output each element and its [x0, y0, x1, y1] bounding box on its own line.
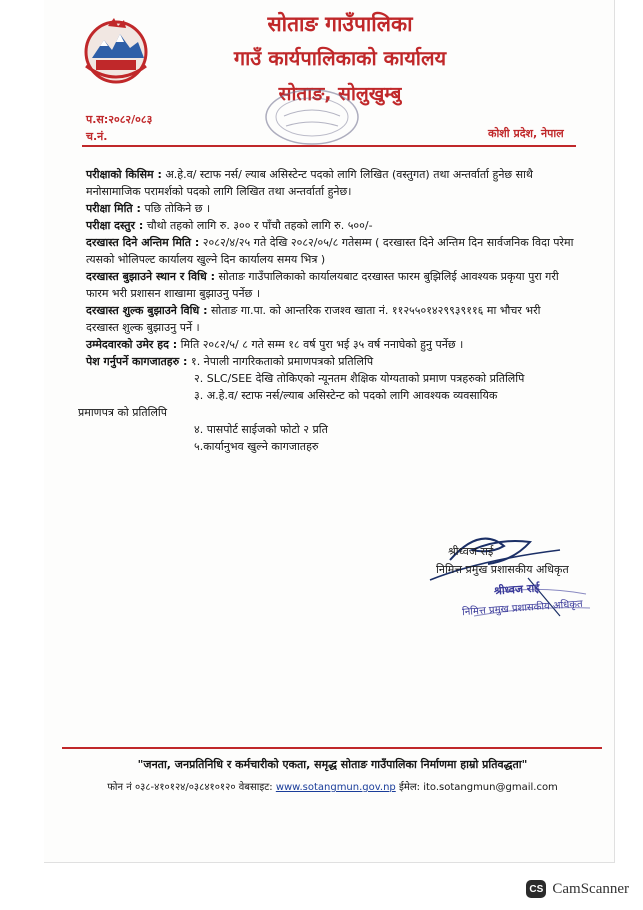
province-label: कोशी प्रदेश, नेपाल	[488, 127, 564, 140]
footer-divider	[62, 747, 602, 749]
footer-contact	[60, 779, 605, 793]
document-item: १. नेपाली नागरिकताको प्रमाणपत्रको प्रतिलिपि	[190, 355, 374, 368]
document-item: २. SLC/SEE देखि तोकिएको न्यूनतम शैक्षिक योग्यताको प्रमाण पत्रहरुको प्रतिलिपि	[194, 372, 525, 385]
camscanner-icon: CS	[526, 880, 546, 898]
exam-date-paragraph	[86, 200, 576, 217]
camscanner-watermark	[526, 880, 629, 898]
submission-paragraph	[86, 268, 576, 302]
submission-text: सोताङ गाउँपालिकाको कार्यालयबाट दरखास्त फारम बुझिलिई आवश्यक प्रकृया पुरा गरी फारम भरी प्रशासन शाखामा बुझाउनु पर्नेछ ।	[86, 270, 559, 300]
letter-reference-number: प.स:२०८२/०८३	[86, 113, 153, 126]
footer-email[interactable]: ito.sotangmun@gmail.com	[423, 782, 558, 793]
exam-fee-label: परीक्षा दस्तुर :	[86, 219, 144, 232]
exam-type-label: परीक्षाको किसिम :	[86, 168, 162, 181]
signatory-name: श्रीध्वज राई	[448, 545, 494, 558]
signatory-stamp-name: श्रीध्वज राई	[493, 581, 541, 598]
footer-website-link[interactable]: www.sotangmun.gov.np	[275, 782, 396, 793]
dispatch-number-label: च.नं.	[86, 130, 108, 143]
notice-body	[78, 166, 576, 455]
document-item-continuation: प्रमाणपत्र को प्रतिलिपि	[78, 406, 168, 419]
fee-method-paragraph	[86, 302, 576, 336]
footer-phone: फोन नं ०३८-४१०१२४/०३८४१०१२० वेबसाइट:	[107, 782, 273, 793]
deadline-paragraph	[86, 234, 576, 268]
document-item: ५.कार्यानुभव खुल्ने कागजातहरु	[194, 440, 319, 453]
document-item: ४. पासपोर्ट साईजको फोटो २ प्रति	[194, 423, 328, 436]
exam-date-text: पछि तोकिने छ ।	[144, 202, 211, 215]
exam-fee-paragraph	[86, 217, 576, 234]
footer-email-label: ईमेल:	[398, 782, 420, 793]
deadline-text: २०८२/४/२५ गते देखि २०८२/०५/८ गतेसम्म ( दरखास्त दिने अन्तिम दिन सार्वजनिक विदा परेमा त्यसको भोलिपल्ट कार्यालय खुल्ने दिन कार्यालय समय भित्र )	[86, 236, 574, 266]
office-stamp	[262, 86, 362, 148]
exam-type-paragraph	[86, 166, 576, 200]
documents-label: पेश गर्नुपर्ने कागजातहरु :	[86, 355, 188, 368]
footer-slogan: "जनता, जनप्रतिनिधि र कर्मचारीको एकता, समृद्ध सोताङ गाउँपालिका निर्माणमा हाम्रो प्रतिवद्धता"	[137, 758, 528, 771]
document-item: ३. अ.हे.व/ स्टाफ नर्स/ल्याब असिस्टेन्ट को पदको लागि आवश्यक व्यवसायिक	[194, 389, 498, 402]
office-name: गाउँ कार्यपालिकाको कार्यालय	[233, 46, 447, 70]
nepal-emblem-logo	[78, 14, 158, 86]
documents-paragraph	[86, 353, 576, 370]
signatory-title: निमित्त प्रमुख प्रशासकीय अधिकृत	[436, 563, 569, 576]
camscanner-label: CamScanner	[552, 880, 629, 897]
age-limit-text: मिति २०८२/५/ ८ गते सम्म १८ वर्ष पुरा भई ३५ वर्ष ननाघेको हुनु पर्नेछ ।	[180, 338, 464, 351]
fee-method-text: सोताङ गा.पा. को आन्तरिक राजश्व खाता नं. ११२५५०१४२९९३९११६ मा भौचर भरी दरखास्त शुल्क बुझाउनु पर्ने ।	[86, 304, 541, 334]
deadline-label: दरखास्त दिने अन्तिम मिति :	[86, 236, 200, 249]
exam-fee-text: चौथो तहको लागि रु. ३०० र पाँचौ तहको लागि रु. ५००/-	[146, 219, 373, 232]
submission-label: दरखास्त बुझाउने स्थान र विधि :	[86, 270, 215, 283]
header-divider	[82, 145, 576, 147]
signatory-stamp-title: निमित्त प्रमुख प्रशासकीय अधिकृत	[461, 598, 584, 619]
exam-date-label: परीक्षा मिति :	[86, 202, 141, 215]
municipality-name: सोताङ गाउँपालिका	[267, 12, 413, 36]
exam-type-text: अ.हे.व/ स्टाफ नर्स/ ल्याब असिस्टेन्ट पदको लागि लिखित (वस्तुगत) तथा अन्तर्वार्ता हुनेछ साथै मनोसामाजिक परामर्शको पदको लागि लिखित तथा अन्तर्वार्ता हुनेछ।	[86, 168, 533, 198]
office-address: सोताङ, सोलुखुम्बु	[278, 83, 402, 105]
age-limit-paragraph	[86, 336, 576, 353]
age-limit-label: उम्मेदवारको उमेर हद :	[86, 338, 178, 351]
fee-method-label: दरखास्त शुल्क बुझाउने विधि :	[86, 304, 208, 317]
